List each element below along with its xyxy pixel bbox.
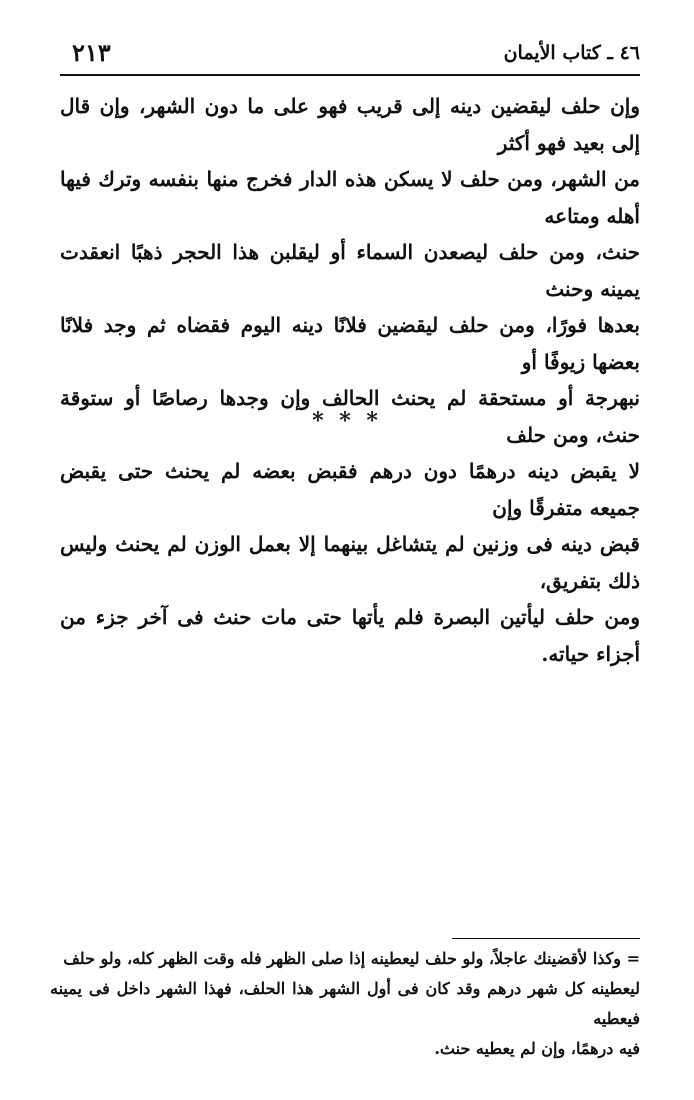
page-number: ٢١٣ [72,38,111,67]
footnote-line: = وكذا لأقضينك عاجلاً، ولو حلف ليعطينه إذا صلى الظهر فله وقت الظهر كله، ولو حلف [63,949,640,968]
text-line: من الشهر، ومن حلف لا يسكن هذه الدار فخرج منها بنفسه وترك فيها أهله ومتاعه [60,167,640,228]
footnote-line: فيه درهمًا، وإن لم يعطيه حنث. [434,1039,640,1058]
text-line: حنث، ومن حلف ليصعدن السماء أو ليقلبن هذا الحجر ذهبًا انعقدت يمينه وحنث [60,240,640,301]
text-line: نبهرجة أو مستحقة لم يحنث الحالف وإن وجدها رصاصًا أو ستوقة حنث، ومن حلف [60,386,640,447]
text-line: وإن حلف ليقضين دينه إلى قريب فهو على ما دون الشهر، وإن قال إلى بعيد فهو أكثر [60,94,640,155]
text-line: لا يقبض دينه درهمًا دون درهم فقبض بعضه لم يحنث حتى يقبض جميعه متفرقًا وإن [60,459,640,520]
chapter-title: ٤٦ ـ كتاب الأيمان [503,42,640,64]
footnote [50,944,640,1064]
page-header [60,38,640,72]
footnote-line: ليعطينه كل شهر درهم وقد كان فى أول الشهر هذا الحلف، فهذا الشهر داخل فى يمينه فيعطيه [50,979,641,1028]
section-separator: * * * [312,408,382,434]
text-line: قبض دينه فى وزنين لم يتشاغل بينهما إلا بعمل الوزن لم يحنث وليس ذلك بتفريق، [60,532,640,593]
main-text [60,88,640,672]
footnote-rule [452,938,640,939]
header-rule [60,74,640,76]
text-line: ومن حلف ليأتين البصرة فلم يأتها حتى مات حنث فى آخر جزء من أجزاء حياته. [60,605,640,666]
text-line: بعدها فورًا، ومن حلف ليقضين فلانًا دينه اليوم فقضاه ثم وجد فلانًا بعضها زيوفًا أو [60,313,640,374]
